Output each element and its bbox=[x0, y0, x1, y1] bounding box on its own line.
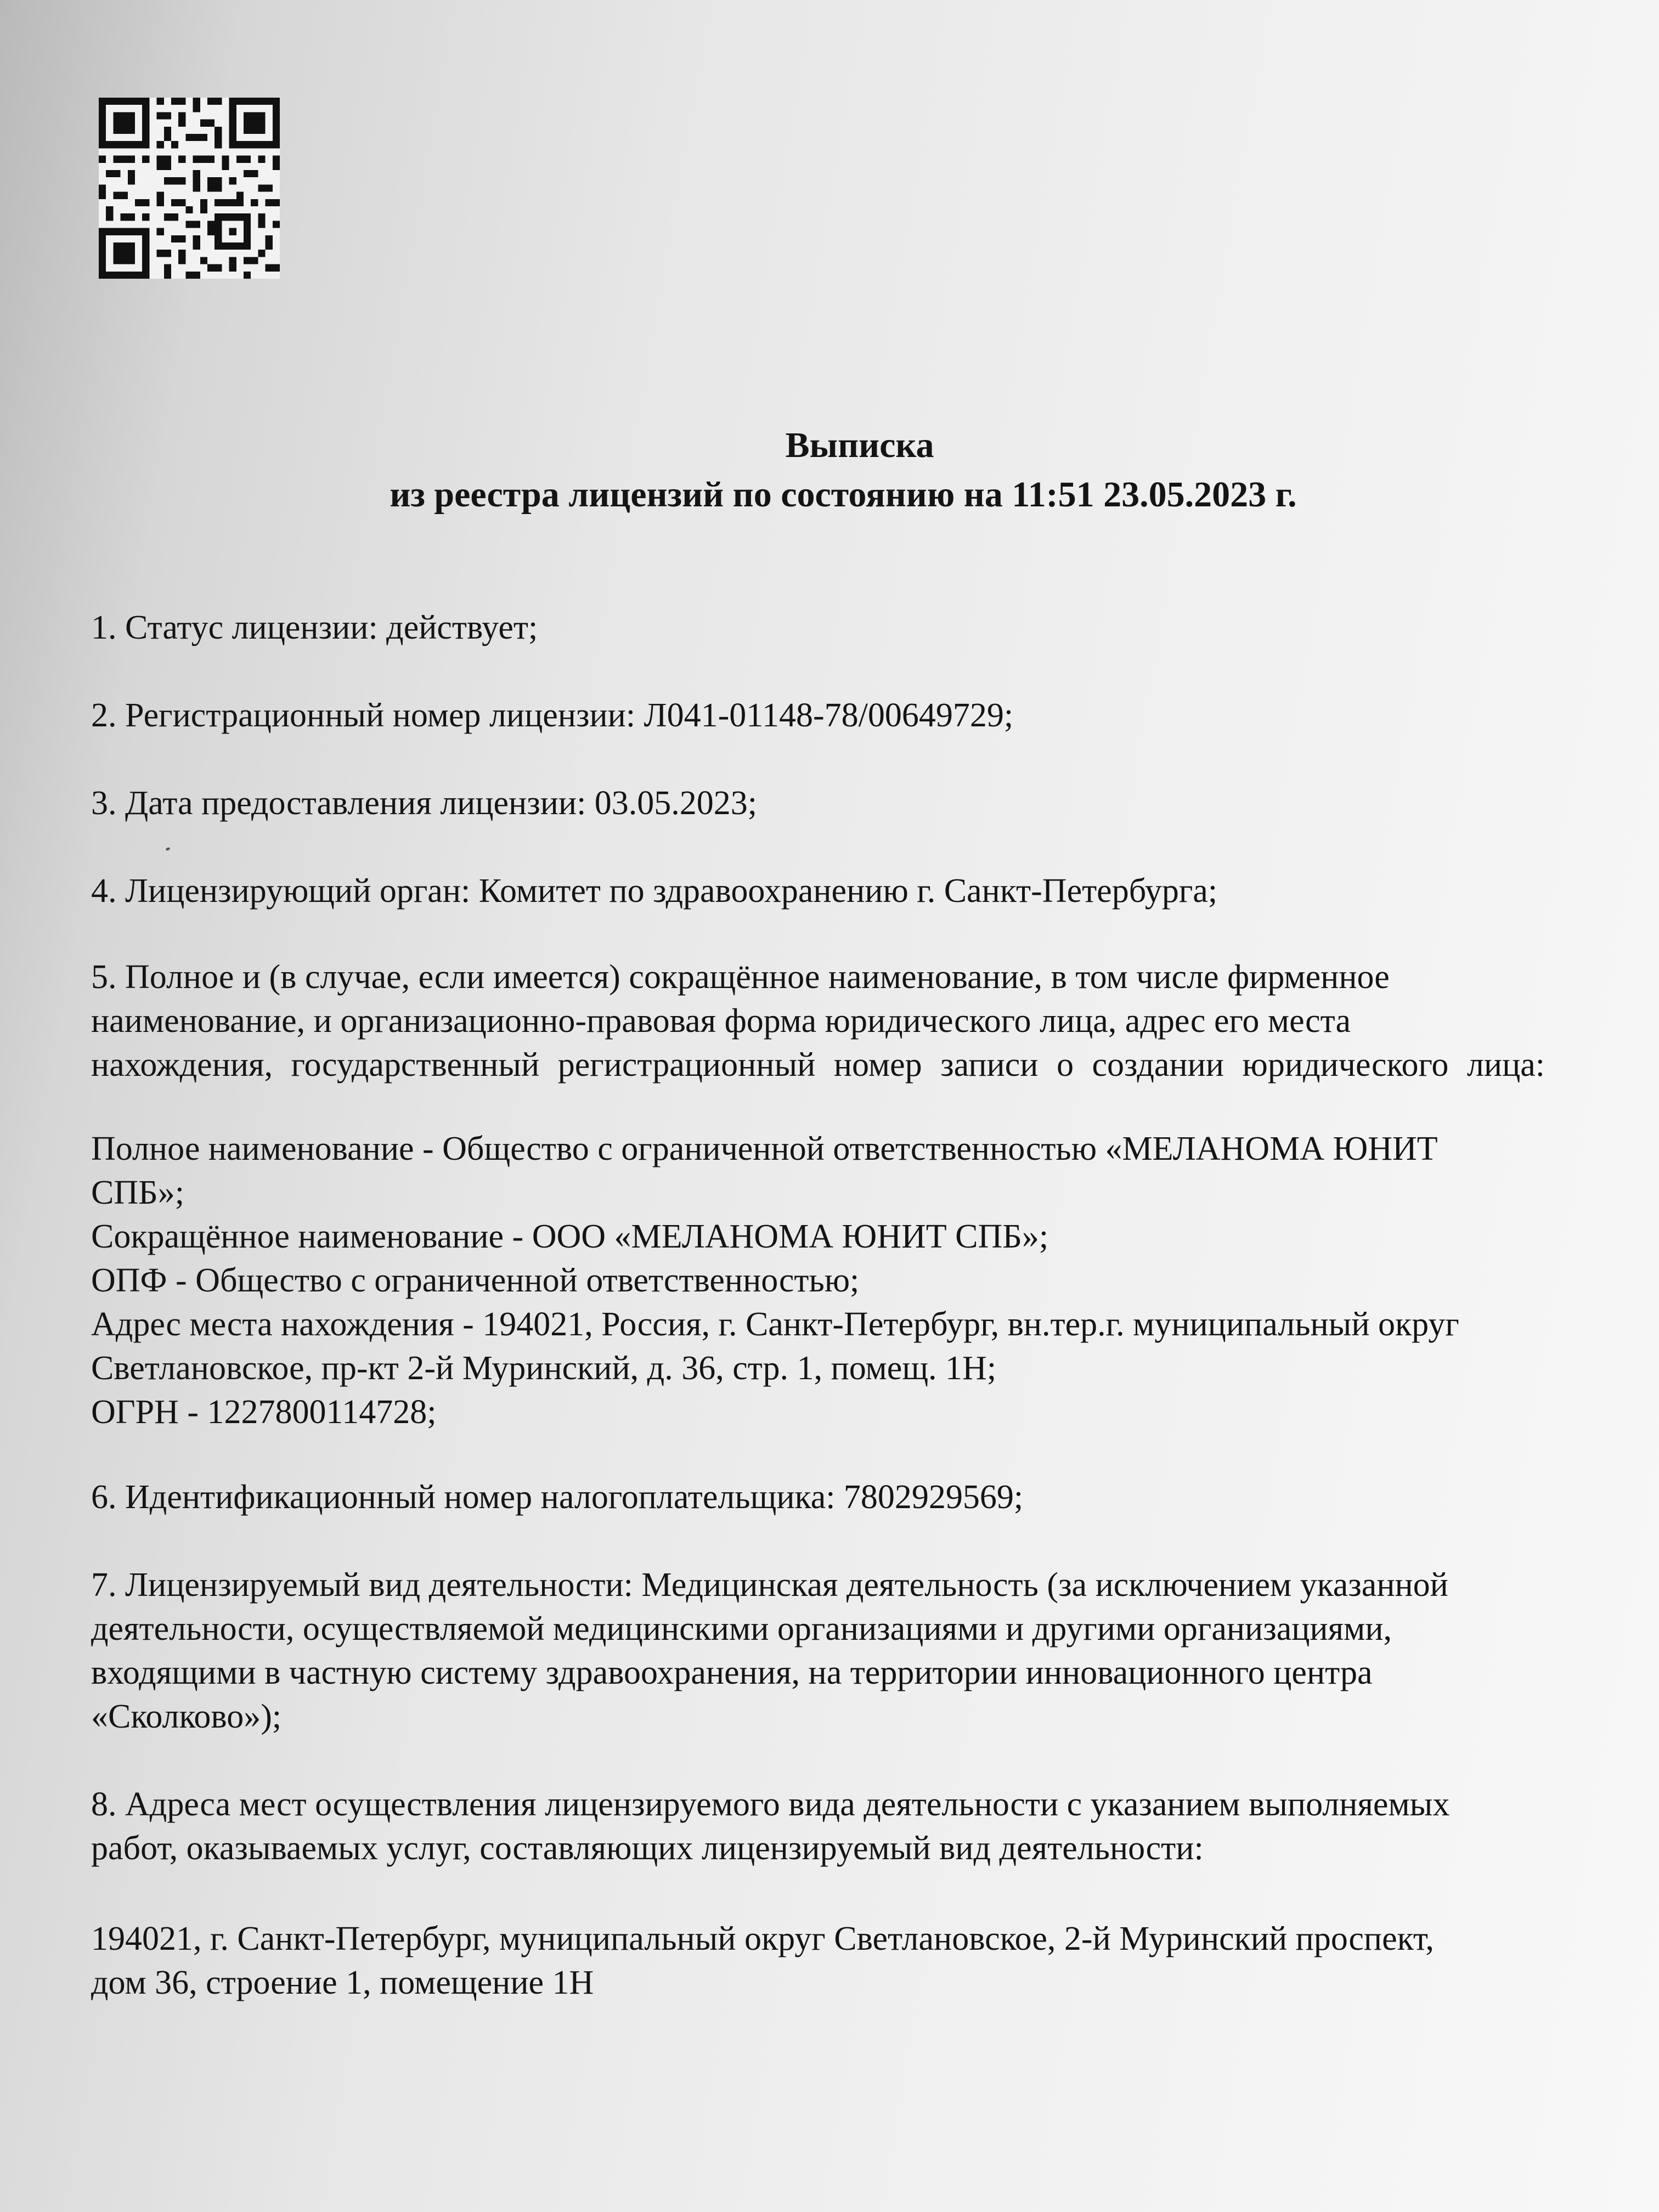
activity-line2: деятельности, осуществляемой медицинскими организациями и другими организациями, bbox=[91, 1610, 1392, 1647]
address-line1: Адрес места нахождения - 194021, Россия, г. Санкт-Петербург, вн.тер.г. муниципальный округ bbox=[91, 1306, 1459, 1343]
activity-line4: «Сколково»); bbox=[91, 1698, 282, 1735]
address-line2: Светлановское, пр-кт 2-й Муринский, д. 36, стр. 1, помещ. 1Н; bbox=[91, 1350, 997, 1387]
item5-line3: нахождения, государственный регистрационный номер записи о создании юридического лица: bbox=[91, 1046, 1545, 1084]
document-subtitle: из реестра лицензий по состоянию на 11:51 23.05.2023 г. bbox=[390, 475, 1297, 515]
activity-address-line1: 194021, г. Санкт-Петербург, муниципальный округ Светлановское, 2-й Муринский проспект, bbox=[91, 1920, 1434, 1957]
licensing-authority: 4. Лицензирующий орган: Комитет по здравоохранению г. Санкт-Петербурга; bbox=[91, 872, 1218, 910]
item8-line1: 8. Адреса мест осуществления лицензируемого вида деятельности с указанием выполняемых bbox=[91, 1786, 1450, 1823]
full-name-line2: СПБ»; bbox=[91, 1174, 184, 1211]
legal-form: ОПФ - Общество с ограниченной ответственностью; bbox=[91, 1262, 860, 1299]
activity-address-line2: дом 36, строение 1, помещение 1Н bbox=[91, 1964, 594, 2001]
qr-code-icon bbox=[99, 98, 280, 279]
inn: 6. Идентификационный номер налогоплательщика: 7802929569; bbox=[91, 1479, 1024, 1516]
short-name: Сокращённое наименование - ООО «МЕЛАНОМА ЮНИТ СПБ»; bbox=[91, 1218, 1049, 1255]
document-title: Выписка bbox=[785, 425, 934, 465]
activity-line3: входящими в частную систему здравоохранения, на территории инновационного центра bbox=[91, 1654, 1373, 1691]
ogrn: ОГРН - 1227800114728; bbox=[91, 1393, 437, 1431]
license-status: 1. Статус лицензии: действует; bbox=[91, 609, 538, 646]
license-date: 3. Дата предоставления лицензии: 03.05.2023; bbox=[91, 785, 758, 822]
license-number: 2. Регистрационный номер лицензии: Л041-01148-78/00649729; bbox=[91, 697, 1014, 734]
full-name-line1: Полное наименование - Общество с ограниченной ответственностью «МЕЛАНОМА ЮНИТ bbox=[91, 1130, 1438, 1167]
item8-line2: работ, оказываемых услуг, составляющих лицензируемый вид деятельности: bbox=[91, 1830, 1204, 1867]
activity-line1: 7. Лицензируемый вид деятельности: Медицинская деятельность (за исключением указанной bbox=[91, 1566, 1448, 1604]
item5-line2: наименование, и организационно-правовая форма юридического лица, адрес его места bbox=[91, 1002, 1351, 1040]
item5-line1: 5. Полное и (в случае, если имеется) сокращённое наименование, в том числе фирменное bbox=[91, 958, 1390, 996]
speck-mark bbox=[165, 847, 170, 851]
